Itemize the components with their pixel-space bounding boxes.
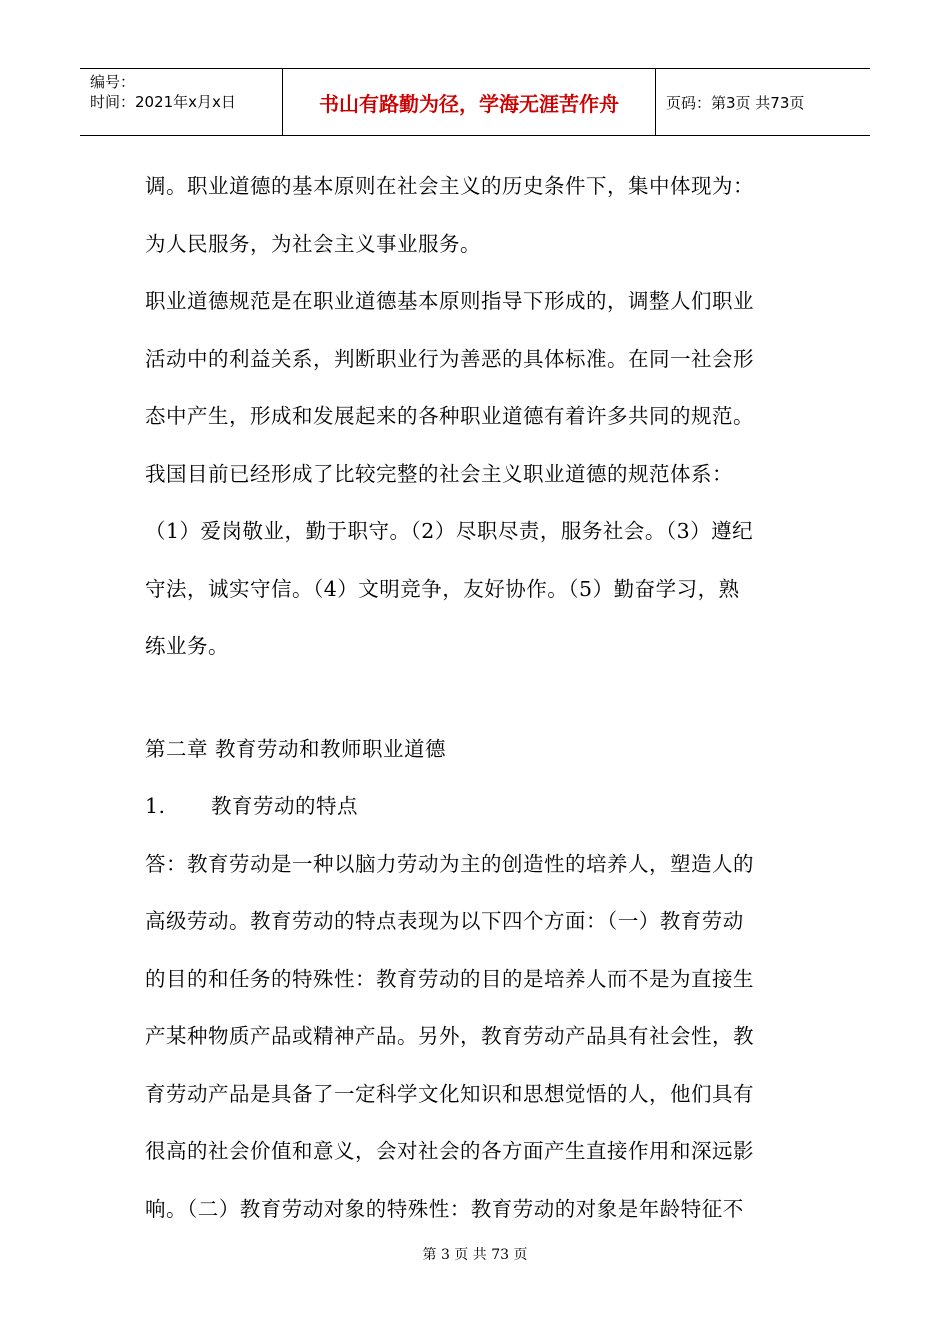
page-content — [145, 163, 810, 1243]
body-line: 调。职业道德的基本原则在社会主义的历史条件下，集中体现为： — [145, 174, 754, 198]
answer-line: 高级劳动。教育劳动的特点表现为以下四个方面：（一）教育劳动 — [145, 909, 744, 933]
document-header — [80, 68, 870, 136]
body-line: 态中产生，形成和发展起来的各种职业道德有着许多共同的规范。 — [145, 404, 754, 428]
item-heading — [145, 783, 810, 841]
body-line: 练业务。 — [145, 634, 229, 658]
answer-line: 育劳动产品是具备了一定科学文化知识和思想觉悟的人，他们具有 — [145, 1081, 754, 1106]
body-line: （1）爱岗敬业，勤于职守。（2）尽职尽责，服务社会。（3）遵纪 — [145, 519, 754, 543]
body-line: 活动中的利益关系，判断职业行为善恶的具体标准。在同一社会形 — [145, 346, 754, 371]
body-line: 职业道德规范是在职业道德基本原则指导下形成的，调整人们职业 — [145, 289, 754, 313]
section-gap — [145, 681, 810, 726]
item-title: 教育劳动的特点 — [211, 794, 358, 818]
header-motto: 书山有路勤为径，学海无涯苦作舟 — [283, 69, 656, 135]
item-number: 1. — [145, 794, 166, 818]
answer-line: 响。（二）教育劳动对象的特殊性：教育劳动的对象是年龄特征不 — [145, 1196, 744, 1221]
body-line: 我国目前已经形成了比较完整的社会主义职业道德的规范体系： — [145, 461, 733, 486]
answer-line: 答：教育劳动是一种以脑力劳动为主的创造性的培养人，塑造人的 — [145, 851, 754, 876]
chapter-title: 第二章 教育劳动和教师职业道德 — [145, 736, 447, 761]
time-label: 时间：2021年x月x日 — [90, 93, 236, 111]
answer-line: 产某种物质产品或精神产品。另外，教育劳动产品具有社会性，教 — [145, 1024, 754, 1048]
header-page-info: 页码：第3页 共73页 — [666, 93, 805, 112]
body-line: 为人民服务，为社会主义事业服务。 — [145, 231, 481, 256]
answer-line: 的目的和任务的特殊性：教育劳动的目的是培养人而不是为直接生 — [145, 966, 754, 991]
page-footer: 第 3 页 共 73 页 — [422, 1247, 528, 1263]
body-line: 守法，诚实守信。（4）文明竞争，友好协作。（5）勤奋学习，熟 — [145, 576, 740, 601]
answer-line: 很高的社会价值和意义，会对社会的各方面产生直接作用和深远影 — [145, 1139, 754, 1163]
serial-label: 编号： — [90, 73, 136, 91]
header-meta — [80, 69, 283, 135]
